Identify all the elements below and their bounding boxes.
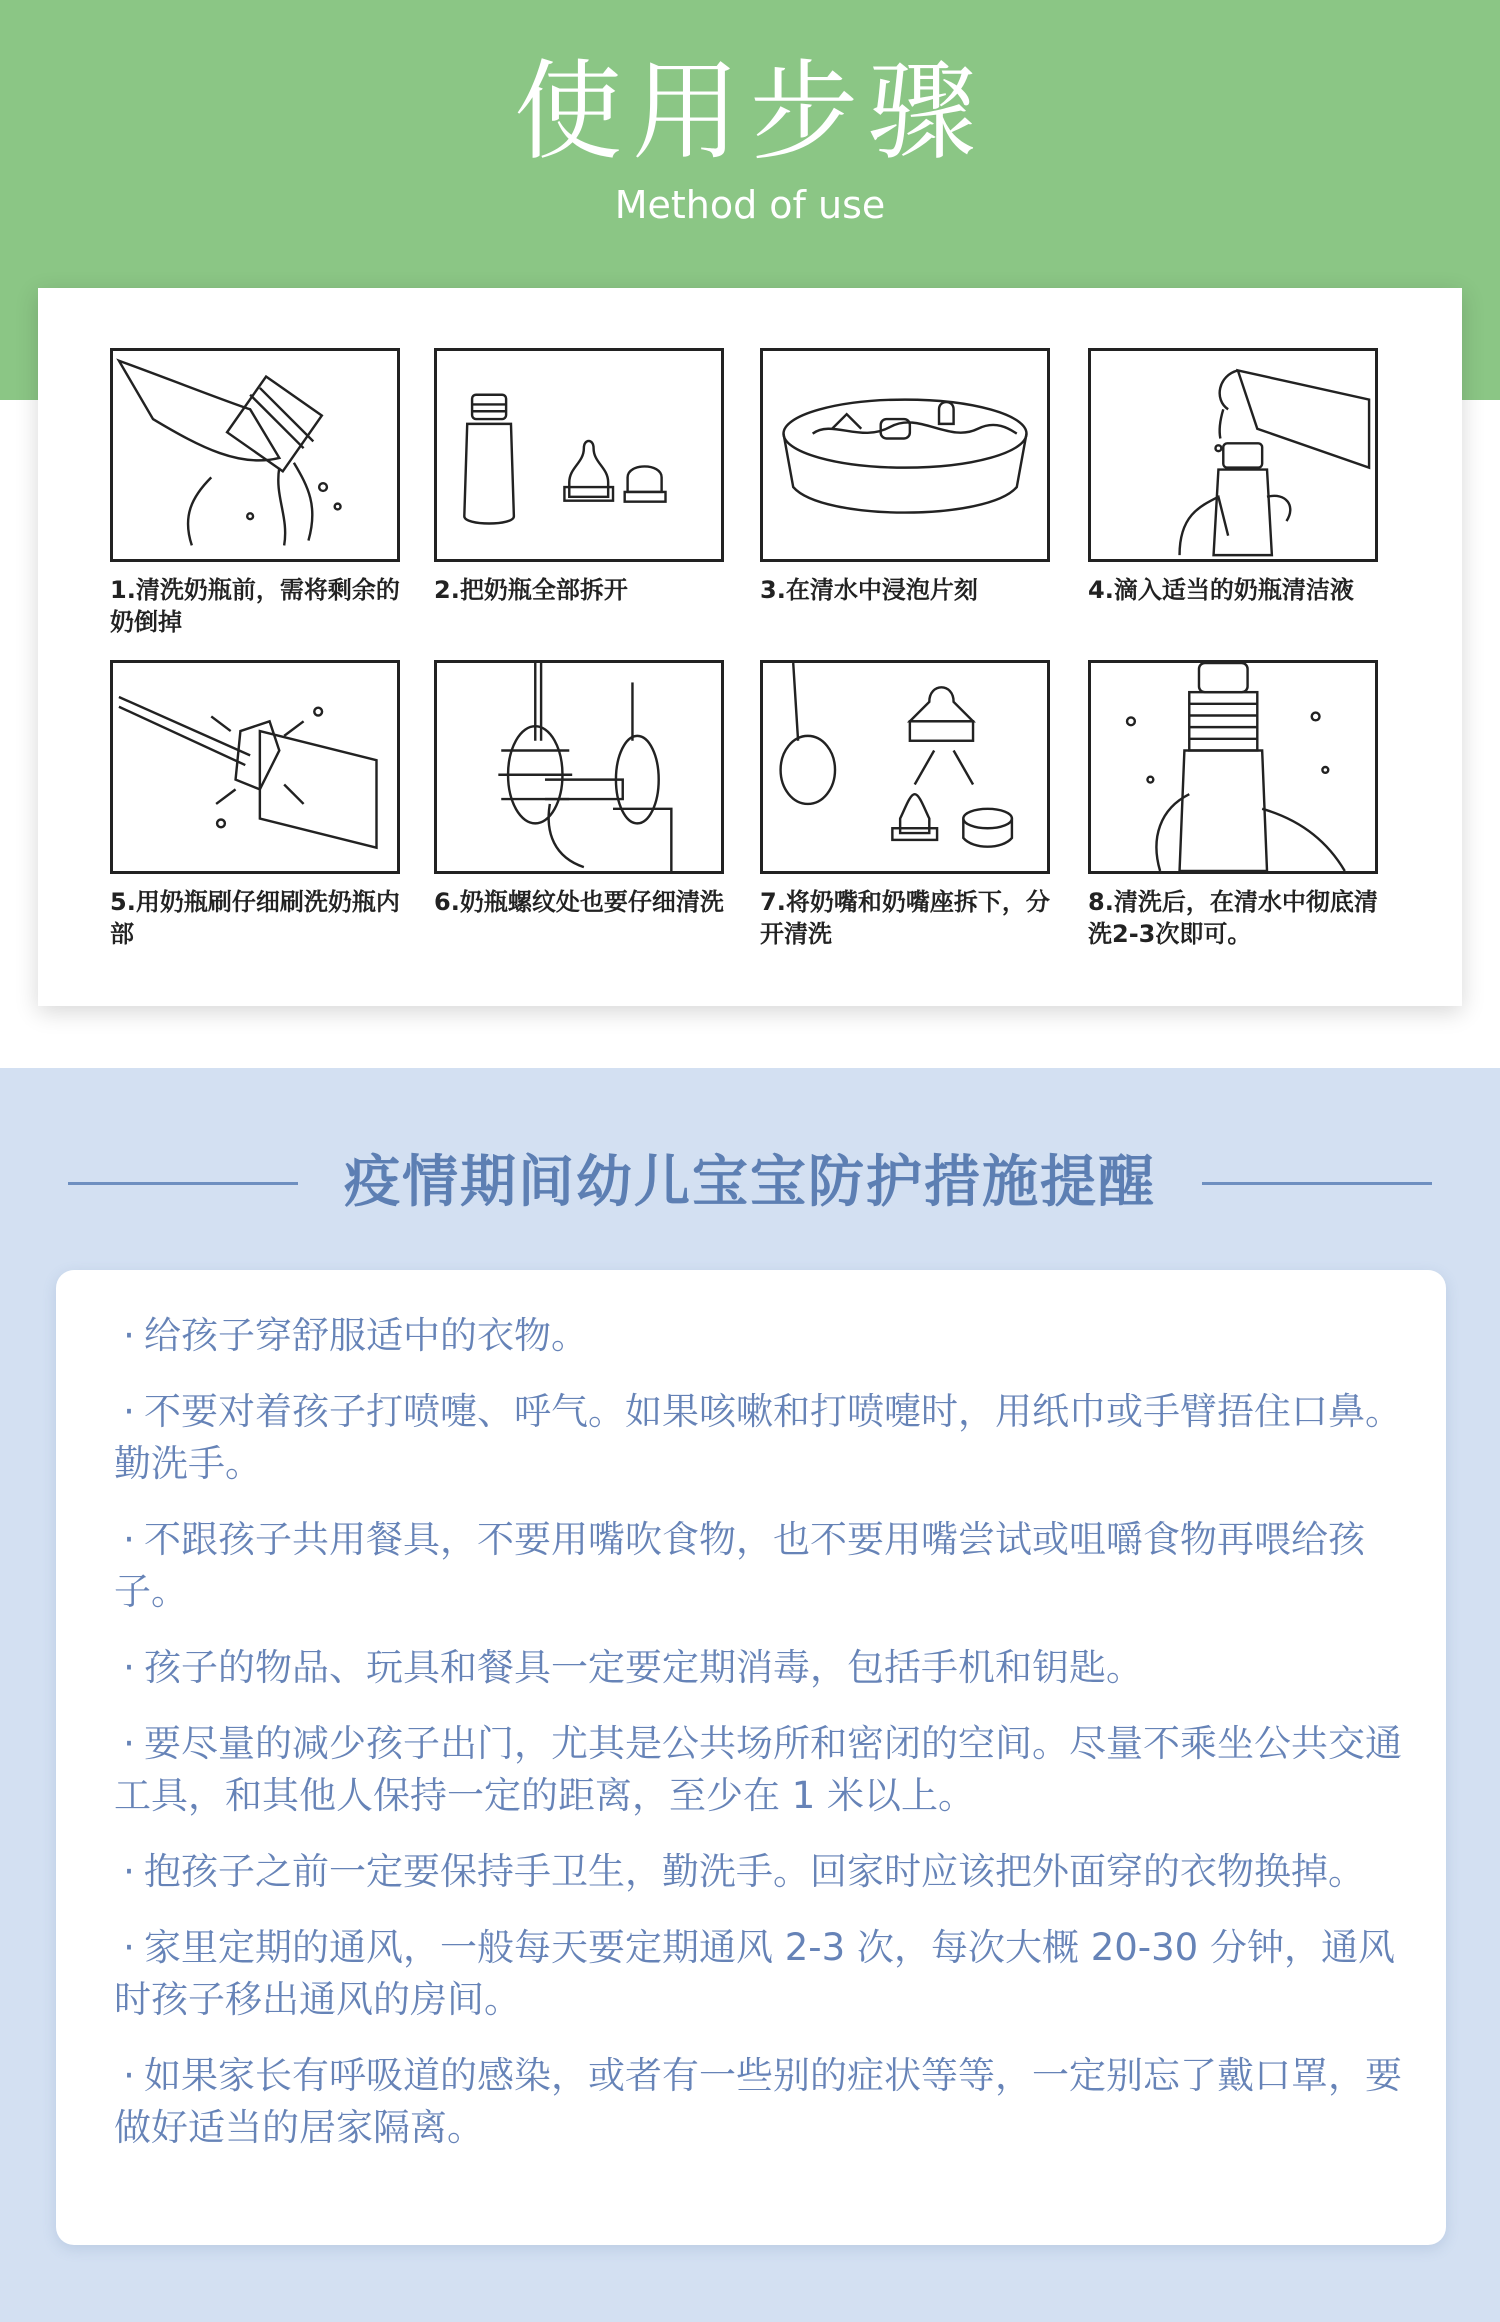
step-caption: 4.滴入适当的奶瓶清洁液 [1088, 576, 1354, 604]
bullet-dot: · [123, 1926, 135, 1969]
brush-thread-icon [434, 660, 724, 874]
bullet-dot: · [123, 1850, 135, 1893]
page-title: 使用步骤 [513, 50, 986, 175]
bullet-dot: · [123, 1390, 135, 1433]
tip-text: 给孩子穿舒服适中的衣物。 [144, 1314, 588, 1357]
cleaner-drip-icon [1088, 348, 1378, 562]
tips-list [114, 1310, 1404, 2178]
step-caption: 8.清洗后，在清水中彻底清洗2-3次即可。 [1088, 888, 1378, 948]
step-2 [434, 348, 734, 606]
bottle-parts-icon [434, 348, 724, 562]
nipple-parts-icon [760, 660, 1050, 874]
steps-card [38, 288, 1462, 1006]
tip-item [114, 1718, 1404, 1822]
brush-inside-icon [110, 660, 400, 874]
step-caption: 5.用奶瓶刷仔细刷洗奶瓶内部 [110, 888, 400, 948]
tips-card [56, 1270, 1446, 2245]
soak-basin-icon [760, 348, 1050, 562]
bullet-dot: · [123, 2054, 135, 2097]
tip-item [114, 1642, 1404, 1694]
tip-item [114, 1846, 1404, 1898]
tip-item [114, 1514, 1404, 1618]
step-caption: 6.奶瓶螺纹处也要仔细清洗 [434, 888, 724, 916]
tip-item [114, 1310, 1404, 1362]
step-caption: 2.把奶瓶全部拆开 [434, 576, 628, 604]
tip-text: 不要对着孩子打喷嚏、呼气。如果咳嗽和打喷嚏时，用纸巾或手臂捂住口鼻。勤洗手。 [114, 1390, 1402, 1485]
tip-text: 孩子的物品、玩具和餐具一定要定期消毒，包括手机和钥匙。 [144, 1646, 1143, 1689]
step-7 [760, 660, 1060, 950]
tip-text: 如果家长有呼吸道的感染，或者有一些别的症状等等，一定别忘了戴口罩，要做好适当的居家隔离。 [114, 2054, 1402, 2149]
tips-section-header [0, 1148, 1500, 1218]
tip-text: 抱孩子之前一定要保持手卫生，勤洗手。回家时应该把外面穿的衣物换掉。 [144, 1850, 1365, 1893]
step-caption: 1.清洗奶瓶前，需将剩余的奶倒掉 [110, 576, 400, 636]
tip-text: 家里定期的通风，一般每天要定期通风 2-3 次，每次大概 20-30 分钟，通风时孩子移出通风的房间。 [114, 1926, 1395, 2021]
tip-item [114, 2050, 1404, 2154]
tip-text: 要尽量的减少孩子出门，尤其是公共场所和密闭的空间。尽量不乘坐公共交通工具，和其他人保持一定的距离，至少在 1 米以上。 [114, 1722, 1402, 1817]
step-8 [1088, 660, 1388, 950]
bullet-dot: · [123, 1314, 135, 1357]
bullet-dot: · [123, 1722, 135, 1765]
step-6 [434, 660, 734, 918]
page-subtitle: Method of use [614, 183, 886, 227]
tip-item [114, 1922, 1404, 2026]
step-3 [760, 348, 1060, 606]
tip-item [114, 1386, 1404, 1490]
step-caption: 3.在清水中浸泡片刻 [760, 576, 978, 604]
step-caption: 7.将奶嘴和奶嘴座拆下，分开清洗 [760, 888, 1050, 948]
pour-milk-icon [110, 348, 400, 562]
rinse-bottle-icon [1088, 660, 1378, 874]
tip-text: 不跟孩子共用餐具，不要用嘴吹食物，也不要用嘴尝试或咀嚼食物再喂给孩子。 [114, 1518, 1365, 1613]
step-1 [110, 348, 410, 638]
bullet-dot: · [123, 1518, 135, 1561]
step-4 [1088, 348, 1388, 606]
tips-section-title: 疫情期间幼儿宝宝防护措施提醒 [344, 1150, 1156, 1215]
bullet-dot: · [123, 1646, 135, 1689]
step-5 [110, 660, 410, 950]
